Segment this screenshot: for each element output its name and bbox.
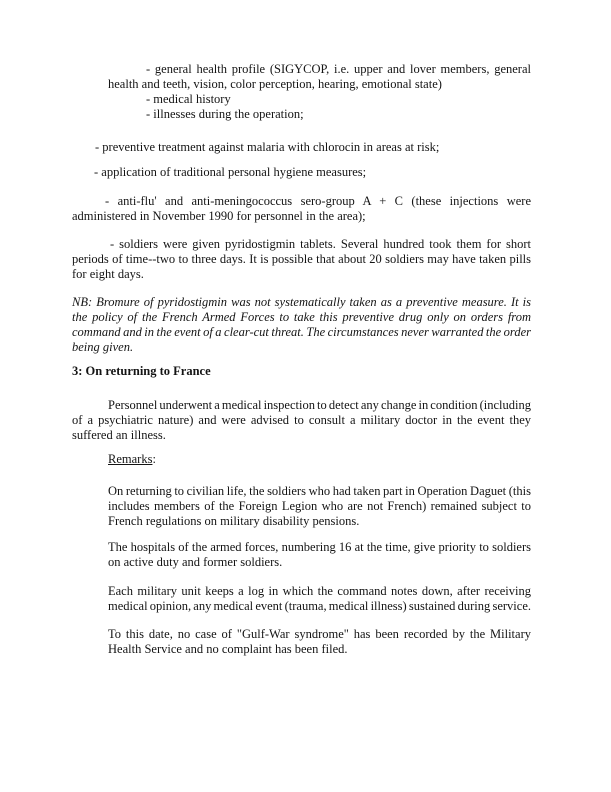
text-line: [72, 295, 531, 310]
remarks-label: [108, 452, 531, 467]
text-line: [108, 484, 531, 499]
section-heading-3: [72, 364, 531, 379]
text-line: [94, 165, 531, 180]
text-run: - medical history: [146, 92, 231, 106]
text-line: [72, 252, 531, 267]
text-line: [108, 540, 531, 555]
text-run: NB: Bromure of pyridostigmin was not systematically taken as a preventive measure. It is: [72, 295, 531, 309]
text-run: the policy of the French Armed Forces to take this preventive drug only on orders from: [72, 310, 531, 324]
para-medical-inspection: [72, 398, 531, 443]
text-run: - illnesses during the operation;: [146, 107, 304, 121]
text-line: [72, 194, 531, 209]
item-pyridostigmin: [72, 237, 531, 282]
text-line: [108, 627, 531, 642]
text-run: for eight days.: [72, 267, 144, 281]
para-civilian-return: [108, 484, 531, 529]
text-run: being given.: [72, 340, 134, 354]
text-line: [108, 62, 531, 77]
item-malaria-prevention: [95, 140, 531, 155]
sub-list-health-profile: [108, 62, 531, 122]
text-run: Personnel underwent a medical inspection to detect any change in condition (including: [108, 398, 531, 412]
text-run: Each military unit keeps a log in which the command notes down, after receiving: [108, 584, 531, 598]
text-line: [108, 499, 531, 514]
text-line: [108, 514, 531, 529]
text-run: 3: On returning to France: [72, 364, 211, 378]
text-run: - anti-flu' and anti-meningococcus sero-group A + C (these injections were: [105, 194, 531, 208]
para-no-syndrome-case: [108, 627, 531, 657]
text-line: [108, 92, 531, 107]
text-run: health and teeth, vision, color perception, hearing, emotional state): [108, 77, 442, 91]
text-line: [72, 413, 531, 428]
text-run: On returning to civilian life, the soldiers who had taken part in Operation Daguet (this: [108, 484, 531, 498]
text-run: command and in the event of a clear-cut threat. The circumstances never warranted the order: [72, 325, 531, 339]
text-line: [72, 428, 531, 443]
text-line: [108, 555, 531, 570]
text-line: [108, 584, 531, 599]
text-line: [72, 267, 531, 282]
underlined-text: Remarks: [108, 452, 153, 466]
text-run: The hospitals of the armed forces, numbering 16 at the time, give priority to soldiers: [108, 540, 531, 554]
item-hygiene-measures: [94, 165, 531, 180]
text-line: [108, 642, 531, 657]
text-line: [95, 140, 531, 155]
text-line: [72, 398, 531, 413]
text-run: Health Service and no complaint has been filed.: [108, 642, 348, 656]
text-line: [72, 325, 531, 340]
text-run: includes members of the Foreign Legion who are not French) remained subject to: [108, 499, 531, 513]
text-run: of a psychiatric nature) and were advised to consult a military doctor in the event they: [72, 413, 531, 427]
text-run: periods of time--two to three days. It is possible that about 20 soldiers may have taken pills: [72, 252, 531, 266]
text-line: [108, 107, 531, 122]
text-run: To this date, no case of "Gulf-War syndrome" has been recorded by the Military: [108, 627, 531, 641]
text-line: [72, 209, 531, 224]
text-line: [72, 340, 531, 355]
text-run: administered in November 1990 for personnel in the area);: [72, 209, 366, 223]
text-line: Remarks:: [108, 452, 156, 466]
para-hospitals: [108, 540, 531, 570]
text-run: - soldiers were given pyridostigmin tablets. Several hundred took them for short: [110, 237, 531, 251]
text-run: French regulations on military disability pensions.: [108, 514, 360, 528]
text-run: on active duty and former soldiers.: [108, 555, 283, 569]
text-run: - general health profile (SIGYCOP, i.e. upper and lover members, general: [146, 62, 531, 76]
text-run: - preventive treatment against malaria with chlorocin in areas at risk;: [95, 140, 440, 154]
text-run: suffered an illness.: [72, 428, 166, 442]
text-run: - application of traditional personal hygiene measures;: [94, 165, 367, 179]
text-run: medical opinion, any medical event (trauma, medical illness) sustained during service.: [108, 599, 531, 613]
item-vaccinations: [72, 194, 531, 224]
para-unit-log: [108, 584, 531, 614]
text-line: [72, 237, 531, 252]
nb-note: [72, 295, 531, 355]
text-line: [72, 310, 531, 325]
text-line: [108, 599, 531, 614]
text-line: [108, 77, 531, 92]
text-line: [72, 364, 531, 379]
